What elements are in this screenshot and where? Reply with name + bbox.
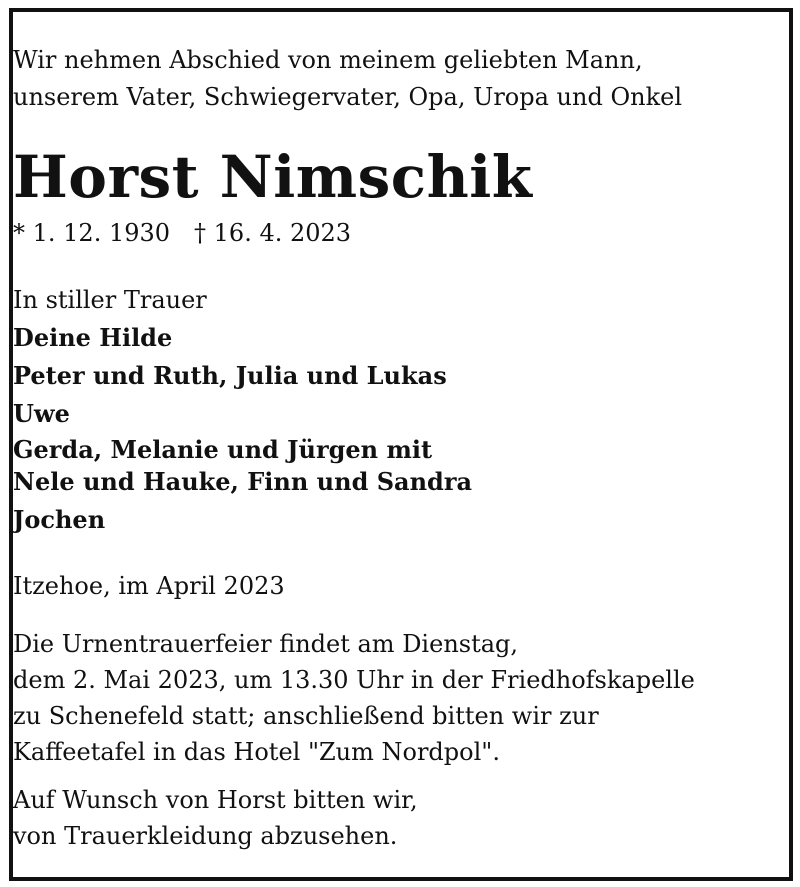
service-line: zu Schenefeld statt; anschließend bitten wir zur (13, 702, 599, 730)
wish-line: Auf Wunsch von Horst bitten wir, (13, 786, 418, 814)
life-dates (13, 216, 789, 250)
mourner-line: Peter und Ruth, Julia und Lukas (13, 361, 447, 390)
mourner-line: Uwe (13, 399, 70, 428)
death-date: † 16. 4. 2023 (194, 219, 352, 247)
mourner-line: Deine Hilde (13, 323, 173, 352)
service-line: dem 2. Mai 2023, um 13.30 Uhr in der Friedhofskapelle (13, 666, 695, 694)
place-and-date: Itzehoe, im April 2023 (13, 572, 285, 600)
mourners-block (13, 282, 789, 538)
service-info (13, 626, 789, 770)
mourning-heading: In stiller Trauer (13, 286, 207, 314)
intro-line: Wir nehmen Abschied von meinem geliebten Mann, (13, 46, 643, 74)
mourner-line: Jochen (13, 505, 106, 534)
obituary-border (9, 8, 793, 881)
mourner-line: Gerda, Melanie und Jürgen mit (13, 435, 433, 464)
intro-line: unserem Vater, Schwiegervater, Opa, Uropa und Onkel (13, 83, 682, 111)
wish-line: von Trauerkleidung abzusehen. (13, 822, 398, 850)
birth-date: * 1. 12. 1930 (13, 219, 171, 247)
service-line: Kaffeetafel in das Hotel "Zum Nordpol". (13, 738, 500, 766)
intro-text (13, 42, 789, 116)
mourner-line: Nele und Hauke, Finn und Sandra (13, 467, 473, 496)
wish-note (13, 782, 789, 854)
service-line: Die Urnentrauerfeier findet am Dienstag, (13, 630, 519, 658)
deceased-name: Horst Nimschik (13, 143, 533, 211)
